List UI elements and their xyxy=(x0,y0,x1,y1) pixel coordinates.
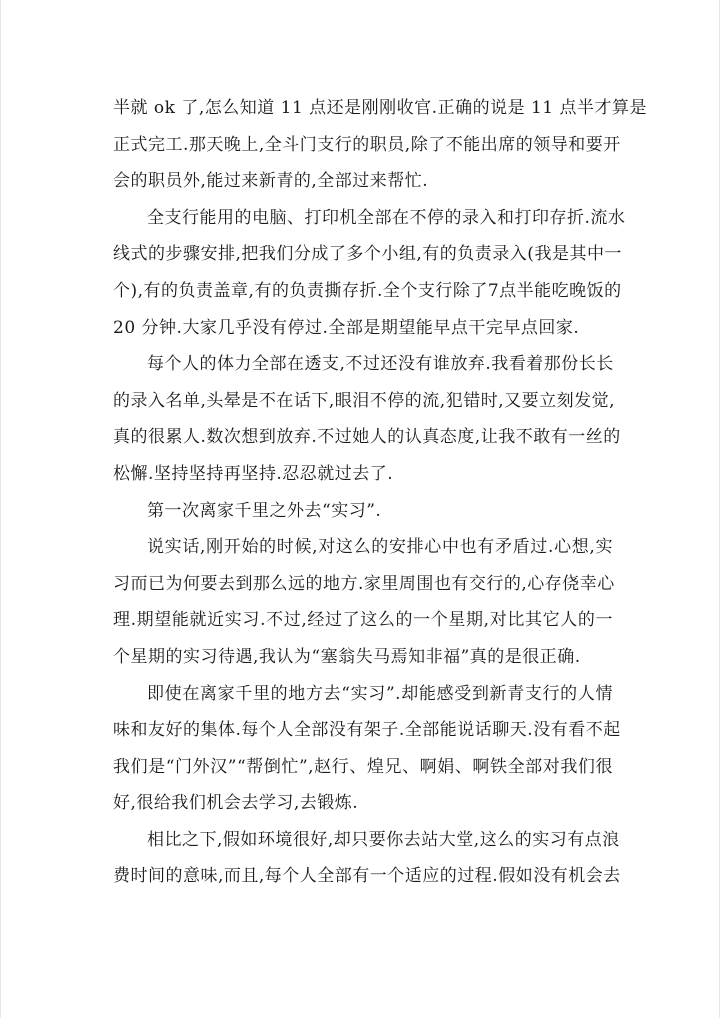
text-line: 全支行能用的电脑、打印机全部在不停的录入和打印存折.流水 xyxy=(147,207,626,228)
text-line: 理.期望能就近实习.不过,经过了这么的一个星期,对比其它人的一 xyxy=(113,610,613,631)
document-body xyxy=(113,90,648,895)
text-line: 松懈.坚持坚持再坚持.忍忍就过去了. xyxy=(113,463,394,484)
text-line: 费时间的意味,而且,每个人全部有一个适应的过程.假如没有机会去 xyxy=(113,866,621,887)
text-line: 味和友好的集体.每个人全部没有架子.全部能说话聊天.没有看不起 xyxy=(113,720,621,741)
text-line: 第一次离家千里之外去“实习”. xyxy=(147,500,382,521)
text-line: 习而已为何要去到那么远的地方.家里周围也有交行的,心存侥幸心 xyxy=(113,573,615,594)
text-line: 个星期的实习待遇,我认为“塞翁失马焉知非福”真的是很正确. xyxy=(113,646,581,667)
text-line: 20 分钟.大家几乎没有停过.全部是期望能早点干完早点回家. xyxy=(113,317,580,338)
text-line: 真的很累人.数次想到放弃.不过她人的认真态度,让我不敢有一丝的 xyxy=(113,427,621,448)
text-line: 说实话,刚开始的时候,对这么的安排心中也有矛盾过.心想,实 xyxy=(147,537,613,558)
text-line: 好,很给我们机会去学习,去锻炼. xyxy=(113,793,359,814)
text-line: 即使在离家千里的地方去“实习”.却能感受到新青支行的人情 xyxy=(147,683,613,704)
text-line: 每个人的体力全部在透支,不过还没有谁放弃.我看着那份长长 xyxy=(147,354,614,375)
text-line: 相比之下,假如环境很好,却只要你去站大堂,这么的实习有点浪 xyxy=(147,829,620,850)
text-line: 我们是“门外汉”“帮倒忙”,赵行、煌兄、啊娟、啊铁全部对我们很 xyxy=(113,756,613,777)
text-line: 的录入名单,头晕是不在话下,眼泪不停的流,犯错时,又要立刻发觉, xyxy=(113,390,616,411)
text-line: 线式的步骤安排,把我们分成了多个小组,有的负责录入(我是其中一 xyxy=(113,244,622,265)
text-line: 正式完工.那天晚上,全斗门支行的职员,除了不能出席的领导和要开 xyxy=(113,134,621,155)
text-line: 会的职员外,能过来新青的,全部过来帮忙. xyxy=(113,171,429,192)
text-line: 半就 ok 了,怎么知道 11 点还是刚刚收官.正确的说是 11 点半才算是 xyxy=(113,98,648,118)
text-line: 个),有的负责盖章,有的负责撕存折.全个支行除了7点半能吃晚饭的 xyxy=(113,280,622,301)
